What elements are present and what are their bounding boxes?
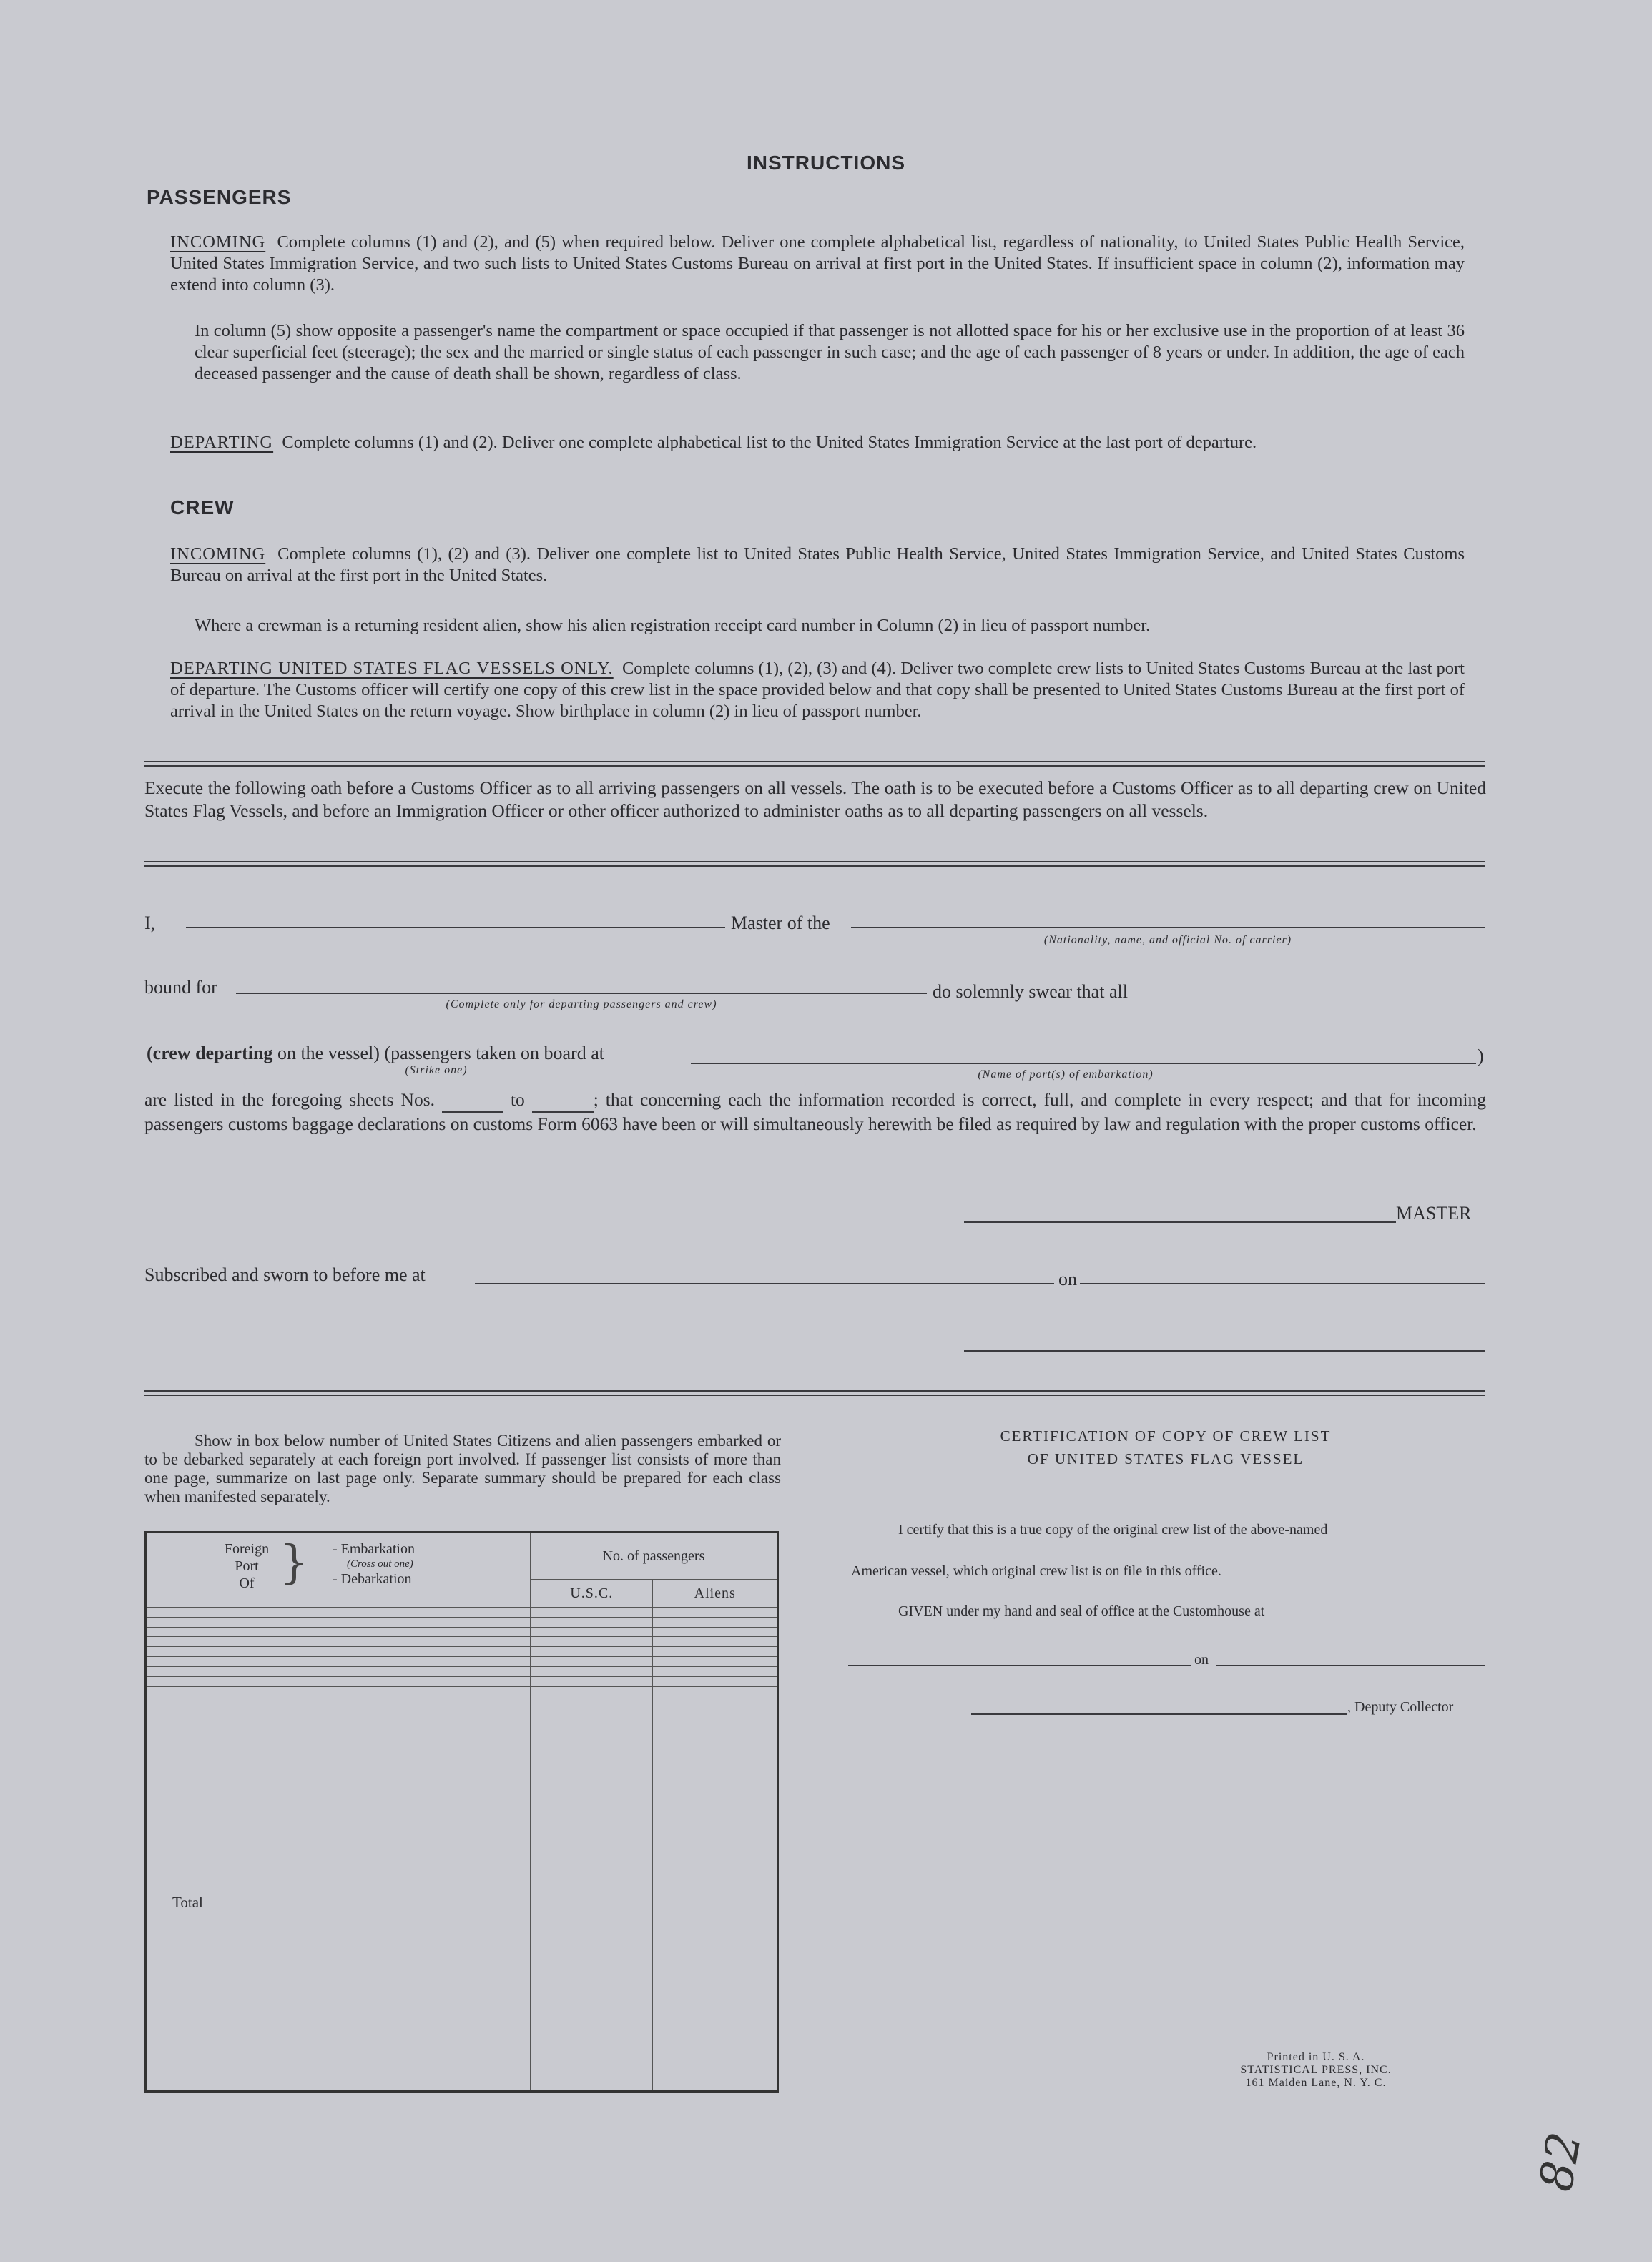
- divider-rule: [144, 1395, 1485, 1396]
- listed-paragraph: [144, 1088, 1486, 1136]
- usc-cell[interactable]: [530, 1637, 653, 1647]
- cross-out-caption: (Cross out one): [347, 1558, 413, 1570]
- crew-passenger-line: [147, 1043, 604, 1064]
- subscribed-label: Subscribed and sworn to before me at: [144, 1264, 426, 1285]
- table-header-row: [146, 1533, 778, 1580]
- aliens-cell[interactable]: [653, 1696, 778, 1706]
- table-row: [146, 1696, 778, 1706]
- summary-instruction: Show in box below number of United States Citizens and alien passengers embarked or to be debarked separately at each foreign port involved. If passenger list consists of more than one page, summarize on last page only. Separate summary should be prepared for each class when manifested separately.: [144, 1432, 781, 1505]
- foreign-label: Foreign: [224, 1541, 270, 1557]
- divider-rule: [144, 761, 1485, 762]
- printer-line1: Printed in U. S. A.: [1267, 2051, 1365, 2063]
- total-row: [146, 1706, 778, 2092]
- master-signature-label: MASTER: [1396, 1203, 1472, 1224]
- usc-header: U.S.C.: [530, 1580, 653, 1608]
- sworn-date-field[interactable]: [1080, 1283, 1485, 1284]
- sheet-from-field[interactable]: [442, 1088, 503, 1113]
- passengers-departing-label: DEPARTING: [170, 433, 274, 452]
- aliens-cell[interactable]: [653, 1637, 778, 1647]
- aliens-cell[interactable]: [653, 1647, 778, 1657]
- sworn-on-label: on: [1058, 1269, 1077, 1289]
- passengers-incoming-label: INCOMING: [170, 232, 266, 252]
- usc-cell[interactable]: [530, 1608, 653, 1618]
- total-label: Total: [146, 1706, 531, 2092]
- table-row: [146, 1676, 778, 1686]
- sheet-to-field[interactable]: [532, 1088, 594, 1113]
- port-cell[interactable]: [146, 1657, 531, 1667]
- debarkation-label[interactable]: - Debarkation: [333, 1571, 412, 1587]
- usc-cell[interactable]: [530, 1617, 653, 1627]
- table-row: [146, 1686, 778, 1696]
- customhouse-field[interactable]: [848, 1665, 1191, 1666]
- ports-caption: (Name of port(s) of embarkation): [978, 1068, 1154, 1081]
- port-label: Port: [235, 1558, 259, 1574]
- table-row: [146, 1666, 778, 1676]
- foreign-port-header: [146, 1533, 531, 1608]
- crew-incoming-label: INCOMING: [170, 544, 266, 564]
- master-name-field[interactable]: [186, 927, 725, 928]
- crew-departing-option[interactable]: (crew departing: [147, 1043, 273, 1063]
- officer-signature-field[interactable]: [964, 1350, 1485, 1352]
- certification-date-field[interactable]: [1216, 1665, 1485, 1666]
- usc-cell[interactable]: [530, 1676, 653, 1686]
- strike-caption: (Strike one): [405, 1064, 468, 1076]
- aliens-cell[interactable]: [653, 1617, 778, 1627]
- carrier-caption: (Nationality, name, and official No. of carrier): [1043, 934, 1292, 946]
- aliens-header: Aliens: [653, 1580, 778, 1608]
- port-cell[interactable]: [146, 1637, 531, 1647]
- certification-text1: I certify that this is a true copy of the original crew list of the above-named: [898, 1522, 1328, 1538]
- passengers-taken-option[interactable]: (passengers taken on board at: [384, 1043, 604, 1063]
- usc-cell[interactable]: [530, 1627, 653, 1637]
- master-of-label: Master of the: [731, 913, 830, 933]
- usc-cell[interactable]: [530, 1657, 653, 1667]
- passengers-incoming-text: Complete columns (1) and (2), and (5) when required below. Deliver one complete alphabetical list, regardless of nationality, to United States Public Health Service, United States Immigration Service, and two such lists to United States Customs Bureau on arrival at first port in the United States. If insufficient space in column (2), information may extend into column (3).: [170, 232, 1465, 295]
- aliens-cell[interactable]: [653, 1608, 778, 1618]
- usc-cell[interactable]: [530, 1666, 653, 1676]
- passengers-departing-text: Complete columns (1) and (2). Deliver one complete alphabetical list to the United States Immigration Service at the last port of departure.: [282, 433, 1257, 452]
- close-paren: ): [1478, 1046, 1484, 1066]
- of-label: Of: [239, 1575, 255, 1591]
- crew-resident-paragraph: Where a crewman is a returning resident alien, show his alien registration receipt card number in Column (2) in lieu of passport number.: [195, 616, 1151, 635]
- table-row: [146, 1637, 778, 1647]
- aliens-cell[interactable]: [653, 1627, 778, 1637]
- oath-i-label: I,: [144, 913, 156, 933]
- port-cell[interactable]: [146, 1666, 531, 1676]
- certification-text2: American vessel, which original crew list is on file in this office.: [851, 1563, 1221, 1579]
- aliens-cell[interactable]: [653, 1657, 778, 1667]
- passengers-heading: PASSENGERS: [147, 186, 292, 208]
- brace-icon: }: [280, 1536, 309, 1589]
- printer-line2: STATISTICAL PRESS, INC.: [1240, 2064, 1392, 2076]
- divider-rule: [144, 861, 1485, 862]
- table-row: [146, 1657, 778, 1667]
- bound-for-field[interactable]: [236, 993, 927, 994]
- printer-line3: 161 Maiden Lane, N. Y. C.: [1245, 2077, 1387, 2089]
- certification-title-line1: CERTIFICATION OF COPY OF CREW LIST: [1000, 1427, 1332, 1445]
- swear-label: do solemnly swear that all: [933, 981, 1128, 1002]
- oath-intro: Execute the following oath before a Customs Officer as to all arriving passengers on all vessels. The oath is to be executed before a Customs Officer as to all departing crew on United States Flag Vessels, and before an Immigration Officer or other officer authorized to administer oaths as to all departing passengers on all vessels.: [144, 777, 1486, 821]
- aliens-cell[interactable]: [653, 1676, 778, 1686]
- listed-prefix: are listed in the foregoing sheets Nos.: [144, 1089, 436, 1110]
- aliens-total-cell[interactable]: [653, 1706, 778, 2092]
- port-cell[interactable]: [146, 1696, 531, 1706]
- passengers-departing-paragraph: [170, 432, 1465, 453]
- table-row: [146, 1647, 778, 1657]
- divider-rule: [144, 765, 1485, 767]
- divider-rule: [144, 865, 1485, 867]
- port-cell[interactable]: [146, 1627, 531, 1637]
- usc-total-cell[interactable]: [530, 1706, 653, 2092]
- certification-on-label: on: [1194, 1652, 1209, 1668]
- crew-incoming-paragraph: [170, 544, 1465, 586]
- passengers-incoming-paragraph: [170, 232, 1465, 296]
- on-vessel-label: on the vessel): [277, 1043, 380, 1063]
- certification-title-line2: OF UNITED STATES FLAG VESSEL: [1027, 1450, 1304, 1467]
- usc-cell[interactable]: [530, 1686, 653, 1696]
- crew-departing-paragraph: [170, 658, 1465, 722]
- port-cell[interactable]: [146, 1676, 531, 1686]
- deputy-collector-label: , Deputy Collector: [1347, 1699, 1454, 1715]
- table-row: [146, 1627, 778, 1637]
- crew-heading: CREW: [170, 496, 235, 518]
- printer-imprint: [1216, 2051, 1416, 2090]
- to-label: to: [510, 1089, 525, 1110]
- usc-cell[interactable]: [530, 1647, 653, 1657]
- divider-rule: [144, 1390, 1485, 1392]
- certification-text3: GIVEN under my hand and seal of office at the Customhouse at: [898, 1603, 1265, 1619]
- bound-for-label: bound for: [144, 977, 217, 998]
- carrier-field[interactable]: [851, 927, 1485, 928]
- deputy-collector-signature-field[interactable]: [971, 1713, 1347, 1715]
- handwritten-page-number: 82: [1530, 2128, 1593, 2195]
- table-row: [146, 1608, 778, 1618]
- master-signature-field[interactable]: [964, 1221, 1396, 1223]
- passengers-column5-paragraph: In column (5) show opposite a passenger's name the compartment or space occupied if that passenger is not allotted space for his or her exclusive use in the proportion of at least 36 clear superficial feet (steerage); the sex and the married or single status of each passenger in such case; and the age of each passenger of 8 years or under. In addition, the age of each deceased passenger and the cause of death shall be shown, regardless of class.: [195, 321, 1465, 383]
- port-cell[interactable]: [146, 1647, 531, 1657]
- port-cell[interactable]: [146, 1608, 531, 1618]
- listed-suffix: ; that concerning each the information recorded is correct, full, and complete in every respect; and that for incoming passengers customs baggage declarations on customs Form 6063 have been or will simultaneously herewith be filed as required by law and regulation with the proper customs officer.: [144, 1089, 1487, 1134]
- crew-incoming-text: Complete columns (1), (2) and (3). Deliver one complete list to United States Public Health Service, United States Immigration Service, and United States Customs Bureau on arrival at the first port in the United States.: [170, 544, 1465, 585]
- bound-for-caption: (Complete only for departing passengers and crew): [446, 998, 717, 1010]
- crew-departing-text: Complete columns (1), (2), (3) and (4). Deliver two complete crew lists to United States Customs Bureau at the last port of departure. The Customs officer will certify one copy of this crew list in the space provided below and that copy shall be presented to United States Customs Bureau at the first port of arrival in the United States on the return voyage. Show birthplace in column (2) in lieu of passport number.: [170, 659, 1465, 721]
- instructions-title: INSTRUCTIONS: [747, 152, 905, 174]
- crew-departing-label: DEPARTING UNITED STATES FLAG VESSELS ONLY.: [170, 659, 614, 678]
- sworn-place-field[interactable]: [475, 1283, 1054, 1284]
- no-of-passengers-header: No. of passengers: [530, 1533, 777, 1580]
- port-cell[interactable]: [146, 1617, 531, 1627]
- embarkation-ports-field[interactable]: [691, 1063, 1476, 1064]
- passenger-summary-table: [144, 1531, 779, 2093]
- aliens-cell[interactable]: [653, 1666, 778, 1676]
- usc-cell[interactable]: [530, 1696, 653, 1706]
- table-row: [146, 1617, 778, 1627]
- aliens-cell[interactable]: [653, 1686, 778, 1696]
- embarkation-label[interactable]: - Embarkation: [333, 1541, 415, 1557]
- port-cell[interactable]: [146, 1686, 531, 1696]
